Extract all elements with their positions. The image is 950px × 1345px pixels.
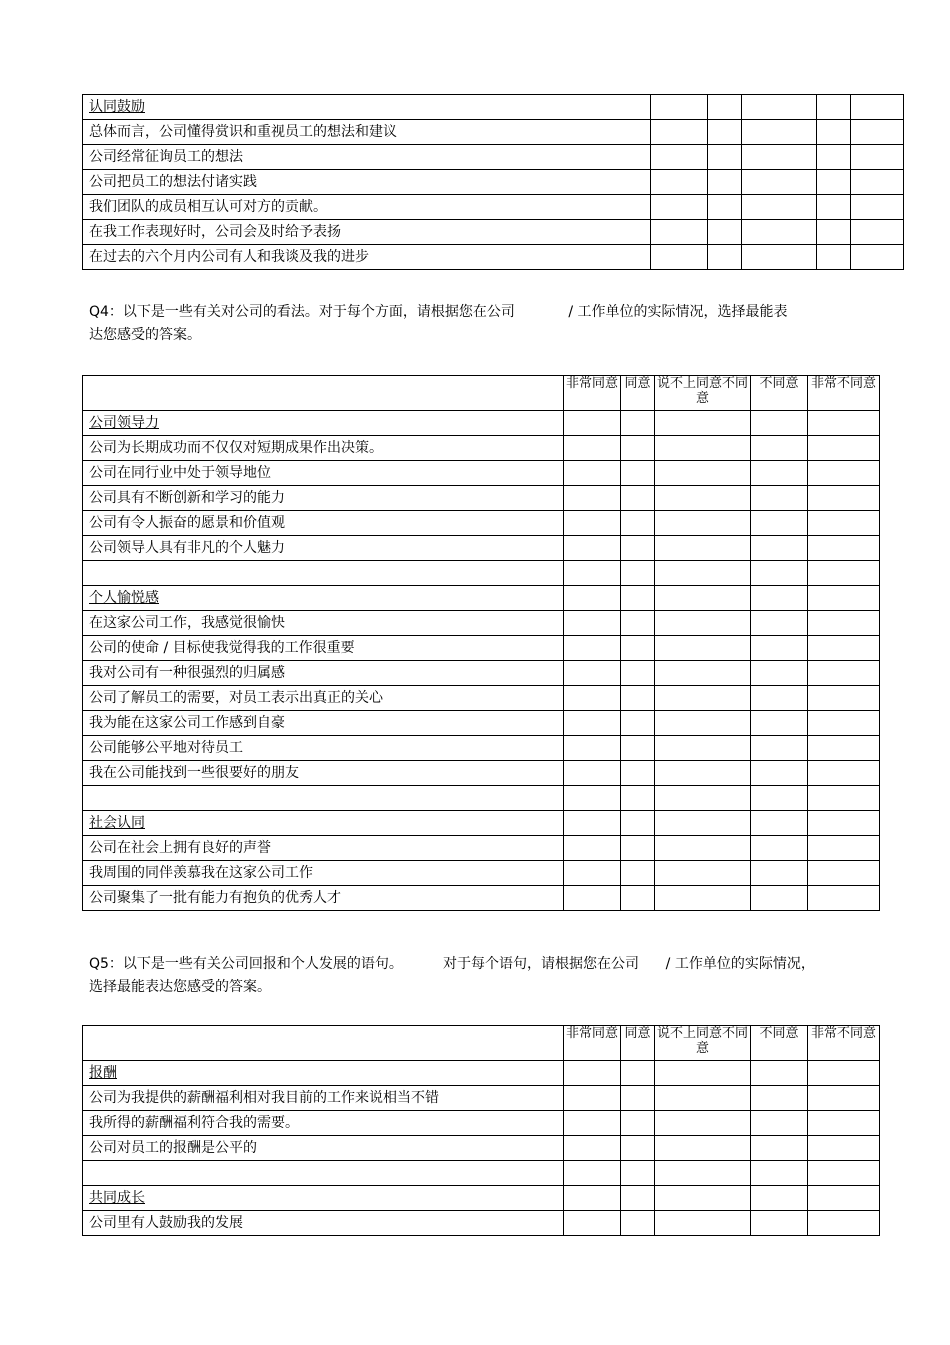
answer-cell[interactable]: [851, 145, 904, 170]
answer-cell[interactable]: [808, 1111, 880, 1136]
q5-table: [82, 1025, 880, 1236]
answer-cell[interactable]: [655, 711, 751, 736]
scale-disagree: 不同意: [751, 1026, 808, 1061]
statement: 公司为长期成功而不仅仅对短期成果作出决策。: [83, 436, 564, 461]
table-row: [83, 1061, 880, 1086]
header-blank: [83, 1026, 564, 1061]
section-title: 认同鼓励: [83, 95, 651, 120]
scale-strongly-agree: 非常同意: [564, 376, 621, 411]
answer-cell[interactable]: [751, 1136, 808, 1161]
table-row: [83, 170, 904, 195]
q4-table: [82, 375, 880, 911]
answer-cell[interactable]: [651, 220, 708, 245]
answer-cell[interactable]: [655, 461, 751, 486]
answer-cell[interactable]: [808, 886, 880, 911]
answer-cell[interactable]: [808, 711, 880, 736]
answer-cell[interactable]: [621, 461, 655, 486]
answer-cell[interactable]: [655, 536, 751, 561]
table-header-row: [83, 1026, 880, 1061]
answer-cell[interactable]: [817, 220, 851, 245]
answer-cell[interactable]: [564, 761, 621, 786]
table-row: [83, 661, 880, 686]
answer-cell[interactable]: [808, 586, 880, 611]
answer-cell[interactable]: [708, 170, 742, 195]
table-row: [83, 120, 904, 145]
answer-cell[interactable]: [851, 170, 904, 195]
answer-cell[interactable]: [751, 836, 808, 861]
answer-cell[interactable]: [808, 1136, 880, 1161]
answer-cell[interactable]: [564, 511, 621, 536]
answer-cell[interactable]: [655, 511, 751, 536]
answer-cell[interactable]: [621, 586, 655, 611]
answer-cell[interactable]: [808, 1186, 880, 1211]
answer-cell[interactable]: [751, 636, 808, 661]
answer-cell[interactable]: [742, 195, 817, 220]
answer-cell[interactable]: [742, 170, 817, 195]
answer-cell[interactable]: [751, 486, 808, 511]
answer-cell[interactable]: [564, 486, 621, 511]
answer-cell[interactable]: [751, 886, 808, 911]
table-row: [83, 611, 880, 636]
answer-cell[interactable]: [621, 1086, 655, 1111]
table-row: [83, 145, 904, 170]
answer-cell[interactable]: [655, 636, 751, 661]
answer-cell[interactable]: [621, 1136, 655, 1161]
answer-cell[interactable]: [808, 811, 880, 836]
scale-strongly-disagree: 非常不同意: [808, 1026, 880, 1061]
table-row: [83, 586, 880, 611]
scale-agree: 同意: [621, 1026, 655, 1061]
answer-cell[interactable]: [655, 761, 751, 786]
answer-cell[interactable]: [808, 661, 880, 686]
q5-prompt-line: 选择最能表达您感受的答案。: [89, 979, 271, 995]
answer-cell[interactable]: [564, 586, 621, 611]
table-row: [83, 220, 904, 245]
answer-cell[interactable]: [708, 145, 742, 170]
answer-cell[interactable]: [808, 536, 880, 561]
answer-cell[interactable]: [655, 611, 751, 636]
answer-cell[interactable]: [564, 411, 621, 436]
section-title: 报酬: [83, 1061, 564, 1086]
table-row: [83, 1086, 880, 1111]
answer-cell[interactable]: [808, 461, 880, 486]
answer-cell[interactable]: [655, 1111, 751, 1136]
table-row: [83, 95, 904, 120]
q5-prompt: [89, 953, 849, 999]
answer-cell[interactable]: [651, 95, 708, 120]
table-row: [83, 1111, 880, 1136]
answer-cell[interactable]: [564, 686, 621, 711]
answer-cell[interactable]: [751, 1211, 808, 1236]
scale-strongly-agree: 非常同意: [564, 1026, 621, 1061]
answer-cell[interactable]: [655, 1186, 751, 1211]
table-row: [83, 836, 880, 861]
statement: 公司能够公平地对待员工: [83, 736, 564, 761]
answer-cell[interactable]: [751, 1186, 808, 1211]
answer-cell[interactable]: [751, 611, 808, 636]
scale-neutral: 说不上同意不同意: [655, 376, 751, 411]
statement: 公司在社会上拥有良好的声誉: [83, 836, 564, 861]
answer-cell[interactable]: [621, 836, 655, 861]
answer-cell[interactable]: [808, 436, 880, 461]
answer-cell[interactable]: [621, 861, 655, 886]
answer-cell[interactable]: [751, 861, 808, 886]
answer-cell[interactable]: [751, 411, 808, 436]
answer-cell[interactable]: [808, 1211, 880, 1236]
answer-cell[interactable]: [808, 686, 880, 711]
answer-cell[interactable]: [708, 95, 742, 120]
answer-cell[interactable]: [621, 486, 655, 511]
answer-cell[interactable]: [655, 836, 751, 861]
table-row: [83, 411, 880, 436]
answer-cell[interactable]: [621, 736, 655, 761]
answer-cell[interactable]: [751, 1086, 808, 1111]
answer-cell[interactable]: [655, 1211, 751, 1236]
statement: 公司聚集了一批有能力有抱负的优秀人才: [83, 886, 564, 911]
answer-cell[interactable]: [564, 661, 621, 686]
table-row: [83, 436, 880, 461]
answer-cell[interactable]: [651, 170, 708, 195]
answer-cell[interactable]: [655, 661, 751, 686]
answer-cell[interactable]: [621, 611, 655, 636]
answer-cell[interactable]: [655, 486, 751, 511]
answer-cell[interactable]: [564, 636, 621, 661]
table-row: [83, 736, 880, 761]
answer-cell[interactable]: [564, 1186, 621, 1211]
answer-cell[interactable]: [651, 195, 708, 220]
table-row: [83, 636, 880, 661]
q4-prompt: [89, 301, 849, 347]
section-title: 公司领导力: [83, 411, 564, 436]
answer-cell[interactable]: [817, 245, 851, 270]
answer-cell[interactable]: [655, 1061, 751, 1086]
answer-cell[interactable]: [751, 686, 808, 711]
answer-cell[interactable]: [655, 886, 751, 911]
statement: 公司为我提供的薪酬福利相对我目前的工作来说相当不错: [83, 1086, 564, 1111]
statement: 公司领导人具有非凡的个人魅力: [83, 536, 564, 561]
answer-cell[interactable]: [564, 861, 621, 886]
answer-cell[interactable]: [751, 736, 808, 761]
answer-cell[interactable]: [621, 1061, 655, 1086]
table-header-row: [83, 376, 880, 411]
answer-cell[interactable]: [751, 711, 808, 736]
scale-neutral: 说不上同意不同意: [655, 1026, 751, 1061]
statement: 我在公司能找到一些很要好的朋友: [83, 761, 564, 786]
answer-cell[interactable]: [564, 811, 621, 836]
answer-cell[interactable]: [808, 861, 880, 886]
answer-cell[interactable]: [564, 1111, 621, 1136]
answer-cell[interactable]: [621, 1186, 655, 1211]
answer-cell[interactable]: [751, 811, 808, 836]
answer-cell[interactable]: [742, 120, 817, 145]
answer-cell[interactable]: [655, 686, 751, 711]
table-row: [83, 536, 880, 561]
table-row: [83, 711, 880, 736]
answer-cell[interactable]: [621, 411, 655, 436]
answer-cell[interactable]: [621, 436, 655, 461]
answer-cell[interactable]: [621, 1211, 655, 1236]
statement: 公司有令人振奋的愿景和价值观: [83, 511, 564, 536]
answer-cell[interactable]: [655, 736, 751, 761]
answer-cell[interactable]: [851, 245, 904, 270]
answer-cell[interactable]: [742, 220, 817, 245]
answer-cell[interactable]: [808, 411, 880, 436]
answer-cell[interactable]: [851, 220, 904, 245]
table-row: [83, 811, 880, 836]
table-row: [83, 1211, 880, 1236]
statement: 公司的使命 / 目标使我觉得我的工作很重要: [83, 636, 564, 661]
answer-cell[interactable]: [751, 536, 808, 561]
answer-cell[interactable]: [621, 761, 655, 786]
answer-cell[interactable]: [817, 95, 851, 120]
answer-cell[interactable]: [651, 120, 708, 145]
answer-cell[interactable]: [621, 711, 655, 736]
answer-cell[interactable]: [808, 836, 880, 861]
answer-cell[interactable]: [564, 1061, 621, 1086]
table-row: [83, 195, 904, 220]
table-row: [83, 886, 880, 911]
answer-cell[interactable]: [621, 536, 655, 561]
table-row: [83, 1186, 880, 1211]
spacer-row: [83, 1161, 880, 1186]
table-row: [83, 761, 880, 786]
answer-cell[interactable]: [742, 245, 817, 270]
answer-cell[interactable]: [564, 836, 621, 861]
answer-cell[interactable]: [808, 636, 880, 661]
answer-cell[interactable]: [564, 1086, 621, 1111]
q4-prompt-line: 达您感受的答案。: [89, 327, 201, 343]
q3-recognition-table: [82, 94, 904, 270]
table-row: [83, 1136, 880, 1161]
section-title: 社会认同: [83, 811, 564, 836]
answer-cell[interactable]: [621, 686, 655, 711]
scale-strongly-disagree: 非常不同意: [808, 376, 880, 411]
answer-cell[interactable]: [655, 411, 751, 436]
answer-cell[interactable]: [851, 195, 904, 220]
statement: 公司具有不断创新和学习的能力: [83, 486, 564, 511]
answer-cell[interactable]: [564, 436, 621, 461]
statement: 在我工作表现好时，公司会及时给予表扬: [83, 220, 651, 245]
answer-cell[interactable]: [621, 636, 655, 661]
statement: 我为能在这家公司工作感到自豪: [83, 711, 564, 736]
section-title: 个人愉悦感: [83, 586, 564, 611]
answer-cell[interactable]: [817, 120, 851, 145]
answer-cell[interactable]: [817, 195, 851, 220]
answer-cell[interactable]: [808, 761, 880, 786]
statement: 公司在同行业中处于领导地位: [83, 461, 564, 486]
answer-cell[interactable]: [655, 586, 751, 611]
answer-cell[interactable]: [751, 436, 808, 461]
table-row: [83, 486, 880, 511]
statement: 公司把员工的想法付诸实践: [83, 170, 651, 195]
answer-cell[interactable]: [817, 145, 851, 170]
answer-cell[interactable]: [708, 195, 742, 220]
spacer-row: [83, 786, 880, 811]
answer-cell[interactable]: [751, 761, 808, 786]
q4-prompt-line: Q4：以下是一些有关对公司的看法。对于每个方面，请根据您在公司 / 工作单位的实际情况，选择最能表: [89, 304, 788, 320]
answer-cell[interactable]: [808, 1061, 880, 1086]
answer-cell[interactable]: [808, 736, 880, 761]
statement: 在过去的六个月内公司有人和我谈及我的进步: [83, 245, 651, 270]
answer-cell[interactable]: [655, 1136, 751, 1161]
answer-cell[interactable]: [808, 511, 880, 536]
statement: 公司了解员工的需要，对员工表示出真正的关心: [83, 686, 564, 711]
answer-cell[interactable]: [708, 245, 742, 270]
answer-cell[interactable]: [655, 1086, 751, 1111]
answer-cell[interactable]: [564, 736, 621, 761]
answer-cell[interactable]: [751, 511, 808, 536]
statement: 我对公司有一种很强烈的归属感: [83, 661, 564, 686]
q5-prompt-line: Q5：以下是一些有关公司回报和个人发展的语句。 对于每个语句，请根据您在公司 / 工作单位的实际情况，: [89, 956, 815, 972]
statement: 我周围的同伴羡慕我在这家公司工作: [83, 861, 564, 886]
table-row: [83, 861, 880, 886]
answer-cell[interactable]: [564, 1211, 621, 1236]
answer-cell[interactable]: [751, 661, 808, 686]
answer-cell[interactable]: [564, 886, 621, 911]
statement: 公司里有人鼓励我的发展: [83, 1211, 564, 1236]
answer-cell[interactable]: [851, 120, 904, 145]
answer-cell[interactable]: [621, 811, 655, 836]
statement: 公司对员工的报酬是公平的: [83, 1136, 564, 1161]
answer-cell[interactable]: [851, 95, 904, 120]
answer-cell[interactable]: [751, 586, 808, 611]
answer-cell[interactable]: [808, 486, 880, 511]
statement: 我所得的薪酬福利符合我的需要。: [83, 1111, 564, 1136]
section-title: 共同成长: [83, 1186, 564, 1211]
answer-cell[interactable]: [808, 611, 880, 636]
answer-cell[interactable]: [742, 95, 817, 120]
scale-disagree: 不同意: [751, 376, 808, 411]
spacer-row: [83, 561, 880, 586]
table-row: [83, 686, 880, 711]
header-blank: [83, 376, 564, 411]
answer-cell[interactable]: [564, 536, 621, 561]
answer-cell[interactable]: [742, 145, 817, 170]
answer-cell[interactable]: [751, 461, 808, 486]
answer-cell[interactable]: [751, 1061, 808, 1086]
answer-cell[interactable]: [655, 436, 751, 461]
answer-cell[interactable]: [651, 145, 708, 170]
answer-cell[interactable]: [621, 886, 655, 911]
answer-cell[interactable]: [751, 1111, 808, 1136]
answer-cell[interactable]: [621, 661, 655, 686]
table-row: [83, 461, 880, 486]
answer-cell[interactable]: [817, 170, 851, 195]
answer-cell[interactable]: [564, 611, 621, 636]
table-row: [83, 245, 904, 270]
answer-cell[interactable]: [651, 245, 708, 270]
scale-agree: 同意: [621, 376, 655, 411]
answer-cell[interactable]: [621, 1111, 655, 1136]
answer-cell[interactable]: [564, 461, 621, 486]
answer-cell[interactable]: [564, 711, 621, 736]
answer-cell[interactable]: [808, 1086, 880, 1111]
statement: 公司经常征询员工的想法: [83, 145, 651, 170]
statement: 在这家公司工作，我感觉很愉快: [83, 611, 564, 636]
answer-cell[interactable]: [708, 120, 742, 145]
answer-cell[interactable]: [708, 220, 742, 245]
table-row: [83, 511, 880, 536]
answer-cell[interactable]: [564, 1136, 621, 1161]
answer-cell[interactable]: [655, 811, 751, 836]
statement: 我们团队的成员相互认可对方的贡献。: [83, 195, 651, 220]
statement: 总体而言，公司懂得赏识和重视员工的想法和建议: [83, 120, 651, 145]
answer-cell[interactable]: [655, 861, 751, 886]
answer-cell[interactable]: [621, 511, 655, 536]
